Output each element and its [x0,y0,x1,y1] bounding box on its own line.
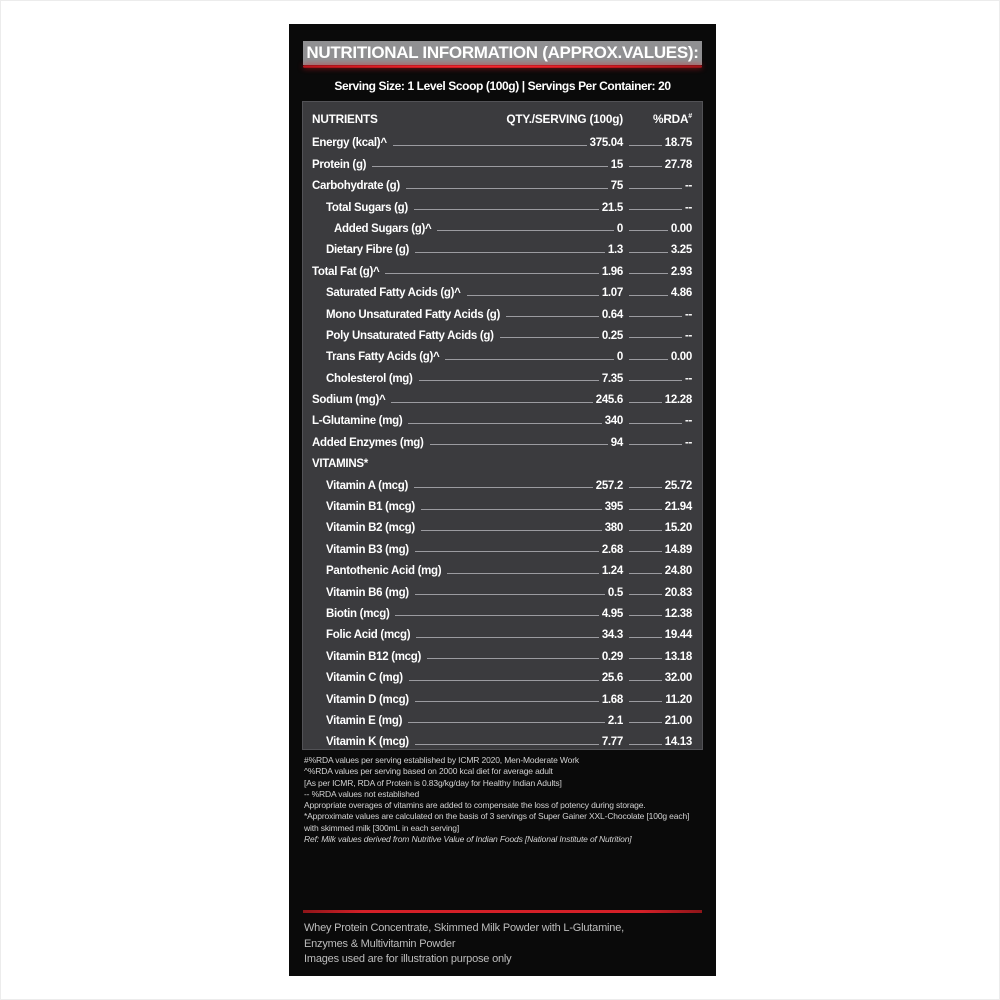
section-header-row [312,449,692,470]
leader-line [629,188,682,189]
leader-line [430,444,608,445]
nutrition-title: NUTRITIONAL INFORMATION (APPROX.VALUES): [303,41,702,65]
nutrient-label: VITAMINS* [312,458,368,471]
leader-line [415,594,605,595]
nutrient-label: Vitamin A (mcg) [326,479,408,492]
nutrition-table [302,101,703,750]
footnote-line: #%RDA values per serving established by ICMR 2020, Men-Moderate Work [304,755,579,765]
table-row [312,470,692,491]
table-row [312,149,692,170]
leader-line [409,680,599,681]
rda-value: 21.94 [664,501,692,514]
table-row [312,385,692,406]
leader-line [629,615,662,616]
leader-line [421,509,602,510]
leader-line [629,380,682,381]
footnote-line: with skimmed milk [300mL in each serving] [304,822,460,833]
nutrient-label: Pantothenic Acid (mg) [326,565,442,578]
qty-value: 34.3 [601,629,623,642]
rda-value: -- [684,436,692,449]
qty-value: 1.3 [607,244,623,257]
serving-info: Serving Size: 1 Level Scoop (100g) | Servings Per Container: 20 [334,79,671,93]
leader-line [467,295,599,296]
leader-line [427,658,599,659]
nutrition-rows [312,128,692,748]
leader-line [629,295,668,296]
rda-value: -- [684,415,692,428]
leader-line [629,145,662,146]
leader-line [415,701,599,702]
leader-line [629,337,682,338]
leader-line [629,359,668,360]
qty-value: 25.6 [601,672,623,685]
qty-value: 340 [604,415,623,428]
leader-line [393,145,587,146]
ingredients-and-disclaimer [304,921,702,968]
leader-line [372,166,608,167]
nutrient-label: Added Sugars (g)^ [334,222,432,235]
qty-value: 1.07 [601,287,623,300]
rda-value: 25.72 [664,479,692,492]
footnote-line: ^%RDA values per serving based on 2000 kcal diet for average adult [304,766,553,777]
qty-value: 2.1 [607,714,623,727]
table-row [312,171,692,192]
table-row [312,278,692,299]
nutrient-label: Vitamin B6 (mg) [326,586,409,599]
table-row [312,663,692,684]
qty-value: 2.68 [601,543,623,556]
nutrient-label: Vitamin D (mcg) [326,693,409,706]
rda-value: -- [684,308,692,321]
qty-value: 1.96 [601,265,623,278]
qty-value: 245.6 [595,394,623,407]
qty-value: 257.2 [595,479,623,492]
nutrient-label: Total Fat (g)^ [312,265,380,278]
qty-value: 94 [610,436,623,449]
leader-line [414,209,599,210]
leader-line [629,402,662,403]
nutrient-label: Vitamin B3 (mg) [326,543,409,556]
table-row [312,342,692,363]
qty-value: 0 [616,222,623,235]
nutrient-label: Saturated Fatty Acids (g)^ [326,287,461,300]
table-row [312,534,692,555]
leader-line [629,444,682,445]
rda-value: 15.20 [664,522,692,535]
nutrient-label: Folic Acid (mcg) [326,629,411,642]
leader-line [629,316,682,317]
qty-value: 395 [604,501,623,514]
table-row [312,299,692,320]
nutrient-label: Energy (kcal)^ [312,137,387,150]
rda-value: 14.89 [664,543,692,556]
leader-line [416,637,599,638]
nutrient-label: Vitamin E (mg) [326,714,403,727]
leader-line [445,359,613,360]
qty-value: 75 [610,180,623,193]
column-qty-serving: QTY./SERVING (100g) [506,112,623,126]
qty-value: 1.24 [601,565,623,578]
leader-line [629,530,662,531]
nutrient-label: Mono Unsaturated Fatty Acids (g) [326,308,500,321]
nutrient-label: Protein (g) [312,158,367,171]
nutrient-label: Vitamin B1 (mcg) [326,501,415,514]
rda-value: -- [684,180,692,193]
leader-line [629,573,662,574]
qty-value: 380 [604,522,623,535]
leader-line [629,423,682,424]
qty-value: 7.77 [601,736,623,749]
leader-line [629,509,662,510]
footer-line: Images used are for illustration purpose only [304,953,512,966]
nutrient-label: Total Sugars (g) [326,201,408,214]
footnote-line: Appropriate overages of vitamins are added to compensate the loss of potency during storage. [304,800,646,811]
rda-value: -- [684,201,692,214]
rda-value: 0.00 [670,222,692,235]
nutrient-label: Trans Fatty Acids (g)^ [326,351,440,364]
nutrient-label: Added Enzymes (mg) [312,436,424,449]
nutrient-label: Vitamin K (mcg) [326,736,409,749]
rda-value: 18.75 [664,137,692,150]
leader-line [408,722,605,723]
qty-value: 15 [610,158,623,171]
leader-line [629,637,662,638]
rda-value: 2.93 [670,265,692,278]
qty-value: 4.95 [601,607,623,620]
leader-line [629,551,662,552]
qty-value: 0.25 [601,329,623,342]
nutrient-label: Sodium (mg)^ [312,394,386,407]
rda-value: -- [684,372,692,385]
table-row [312,363,692,384]
table-row [312,620,692,641]
leader-line [629,744,662,745]
leader-line [408,423,601,424]
footnote-line: *Approximate values are calculated on the basis of 3 servings of Super Gainer XXL-Chocolate [100g each] [304,811,690,822]
table-header-row [312,107,692,126]
rda-value: 19.44 [664,629,692,642]
leader-line [629,722,662,723]
footer-line: Enzymes & Multivitamin Powder [304,937,456,950]
qty-value: 1.68 [601,693,623,706]
qty-value: 375.04 [589,137,623,150]
rda-value: 0.00 [670,351,692,364]
nutrient-label: L-Glutamine (mg) [312,415,403,428]
leader-line [629,487,662,488]
leader-line [419,380,599,381]
table-row [312,684,692,705]
nutrition-label-panel [289,24,716,976]
leader-line [437,230,613,231]
rda-value: 4.86 [670,287,692,300]
leader-line [447,573,599,574]
footnote-line: -- %RDA values not established [304,788,420,799]
footer-line: Whey Protein Concentrate, Skimmed Milk Powder with L-Glutamine, [304,922,624,935]
nutrient-label: Dietary Fibre (g) [326,244,410,257]
nutrient-label: Vitamin B12 (mcg) [326,650,422,663]
leader-line [414,487,593,488]
table-row [312,427,692,448]
table-row [312,256,692,277]
column-nutrients: NUTRIENTS [312,112,378,126]
nutrient-label: Cholesterol (mg) [326,372,413,385]
leader-line [385,273,598,274]
leader-line [629,680,662,681]
leader-line [415,252,605,253]
rda-value: 21.00 [664,714,692,727]
leader-line [629,658,662,659]
qty-value: 0.64 [601,308,623,321]
footer-accent-line [303,910,702,913]
nutrient-label: Vitamin C (mg) [326,672,403,685]
footnote-line: Ref: Milk values derived from Nutritive Value of Indian Foods [National Institute of Nutrition] [304,834,632,845]
rda-value: -- [684,329,692,342]
table-row [312,706,692,727]
rda-value: 32.00 [664,672,692,685]
qty-value: 7.35 [601,372,623,385]
rda-value: 3.25 [670,244,692,257]
rda-value: 13.18 [664,650,692,663]
title-accent-line [303,65,702,68]
leader-line [421,530,602,531]
leader-line [415,551,599,552]
leader-line [395,615,598,616]
qty-value: 21.5 [601,201,623,214]
table-row [312,492,692,513]
rda-value: 11.20 [665,693,692,706]
qty-value: 0 [616,351,623,364]
leader-line [629,252,668,253]
table-row [312,513,692,534]
nutrient-label: Vitamin B2 (mcg) [326,522,415,535]
rda-value: 14.13 [664,736,692,749]
table-row [312,214,692,235]
leader-line [629,166,662,167]
table-row [312,556,692,577]
leader-line [629,701,662,702]
nutrient-label: Poly Unsaturated Fatty Acids (g) [326,329,494,342]
leader-line [391,402,592,403]
table-row [312,321,692,342]
table-row [312,577,692,598]
leader-line [629,230,668,231]
leader-line [629,273,668,274]
table-row [312,641,692,662]
column-rda: %RDA# [653,112,692,126]
leader-line [500,337,599,338]
rda-footnote-marker: # [688,113,692,121]
footnote-line: [As per ICMR, RDA of Protein is 0.83g/kg/day for Healthy Indian Adults] [304,777,562,788]
leader-line [629,209,682,210]
nutrient-label: Biotin (mcg) [326,607,390,620]
table-row [312,235,692,256]
leader-line [506,316,599,317]
rda-value: 27.78 [664,158,692,171]
table-row [312,727,692,748]
leader-line [415,744,599,745]
nutrient-label: Carbohydrate (g) [312,180,400,193]
table-row [312,406,692,427]
leader-line [629,594,662,595]
leader-line [406,188,608,189]
rda-value: 12.28 [664,394,692,407]
rda-value: 20.83 [664,586,692,599]
table-row [312,599,692,620]
footnotes-block [304,755,702,845]
table-row [312,192,692,213]
table-row [312,128,692,149]
qty-value: 0.29 [601,650,623,663]
rda-value: 24.80 [664,565,692,578]
qty-value: 0.5 [607,586,623,599]
rda-value: 12.38 [664,607,692,620]
